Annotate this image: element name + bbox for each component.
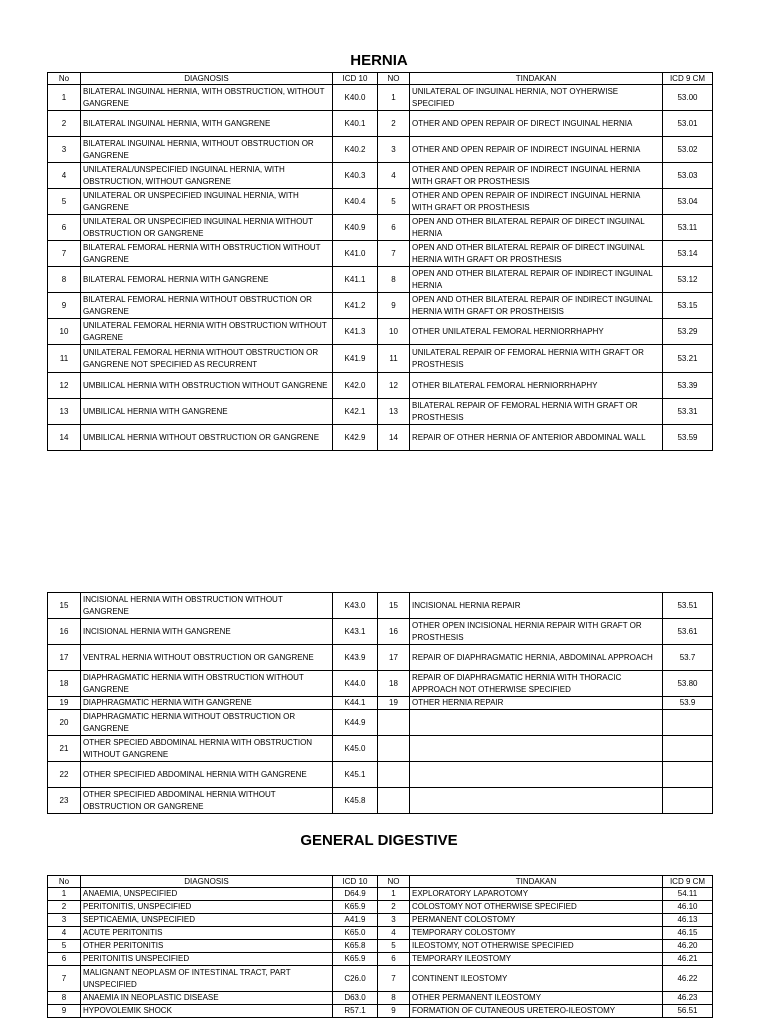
cell-diagnosis: BILATERAL FEMORAL HERNIA WITH OBSTRUCTION WITHOUT GANGRENE (81, 241, 333, 267)
cell-tindakan (410, 788, 663, 814)
cell-tindakan: OTHER AND OPEN REPAIR OF DIRECT INGUINAL HERNIA (410, 111, 663, 137)
cell-icd10: K65.9 (333, 953, 378, 966)
cell-tindakan: OPEN AND OTHER BILATERAL REPAIR OF DIRECT INGUINAL HERNIA (410, 215, 663, 241)
cell-no2: 11 (378, 345, 410, 373)
cell-no2: 6 (378, 215, 410, 241)
cell-diagnosis: OTHER SPECIFIED ABDOMINAL HERNIA WITHOUT OBSTRUCTION OR GANGRENE (81, 788, 333, 814)
cell-no2: 6 (378, 953, 410, 966)
cell-tindakan: OTHER OPEN INCISIONAL HERNIA REPAIR WITH GRAFT OR PROSTHESIS (410, 619, 663, 645)
table-row (48, 966, 713, 992)
cell-icd10: K42.1 (333, 399, 378, 425)
cell-tindakan: REPAIR OF DIAPHRAGMATIC HERNIA, ABDOMINAL APPROACH (410, 645, 663, 671)
table-row (48, 267, 713, 293)
cell-icd9: 46.21 (663, 953, 713, 966)
table-row (48, 373, 713, 399)
section-title-general-digestive: GENERAL DIGESTIVE (300, 832, 458, 849)
cell-tindakan: EXPLORATORY LAPAROTOMY (410, 888, 663, 901)
cell-diagnosis: BILATERAL INGUINAL HERNIA, WITHOUT OBSTRUCTION OR GANGRENE (81, 137, 333, 163)
cell-diagnosis: BILATERAL INGUINAL HERNIA, WITH OBSTRUCTION, WITHOUT GANGRENE (81, 85, 333, 111)
column-header: TINDAKAN (410, 73, 663, 85)
cell-tindakan: UNILATERAL REPAIR OF FEMORAL HERNIA WITH GRAFT OR PROSTHESIS (410, 345, 663, 373)
cell-icd9: 53.59 (663, 425, 713, 451)
cell-diagnosis: UNILATERAL/UNSPECIFIED INGUINAL HERNIA, WITH OBSTRUCTION, WITHOUT GANGRENE (81, 163, 333, 189)
cell-diagnosis: PERITONITIS UNSPECIFIED (81, 953, 333, 966)
cell-no: 1 (48, 85, 81, 111)
table-row (48, 888, 713, 901)
cell-icd9: 53.61 (663, 619, 713, 645)
cell-icd10: D63.0 (333, 992, 378, 1005)
cell-no: 21 (48, 736, 81, 762)
cell-icd9 (663, 762, 713, 788)
cell-no: 6 (48, 953, 81, 966)
cell-icd10: A41.9 (333, 914, 378, 927)
cell-no: 9 (48, 1005, 81, 1018)
cell-no: 11 (48, 345, 81, 373)
cell-no2: 4 (378, 927, 410, 940)
cell-icd10: K40.2 (333, 137, 378, 163)
table-row (48, 710, 713, 736)
cell-no: 1 (48, 888, 81, 901)
cell-diagnosis: UNILATERAL OR UNSPECIFIED INGUINAL HERNIA, WITH GANGRENE (81, 189, 333, 215)
cell-diagnosis: HYPOVOLEMIK SHOCK (81, 1005, 333, 1018)
table-row (48, 319, 713, 345)
cell-no2: 7 (378, 241, 410, 267)
cell-tindakan: TEMPORARY COLOSTOMY (410, 927, 663, 940)
cell-no2: 10 (378, 319, 410, 345)
cell-icd9 (663, 736, 713, 762)
cell-diagnosis: UNILATERAL FEMORAL HERNIA WITHOUT OBSTRUCTION OR GANGRENE NOT SPECIFIED AS RECURRENT (81, 345, 333, 373)
cell-icd10: K45.0 (333, 736, 378, 762)
cell-tindakan: PERMANENT COLOSTOMY (410, 914, 663, 927)
column-header: No (48, 73, 81, 85)
column-header: ICD 9 CM (663, 73, 713, 85)
table-row (48, 189, 713, 215)
cell-tindakan: BILATERAL REPAIR OF FEMORAL HERNIA WITH GRAFT OR PROSTHESIS (410, 399, 663, 425)
cell-diagnosis: PERITONITIS, UNSPECIFIED (81, 901, 333, 914)
cell-tindakan (410, 710, 663, 736)
column-header: DIAGNOSIS (81, 876, 333, 888)
cell-icd9: 53.11 (663, 215, 713, 241)
cell-no2 (378, 762, 410, 788)
cell-icd9: 53.7 (663, 645, 713, 671)
cell-icd10: K40.0 (333, 85, 378, 111)
cell-icd10: K40.1 (333, 111, 378, 137)
cell-no2: 15 (378, 593, 410, 619)
cell-icd10: K43.0 (333, 593, 378, 619)
cell-icd9: 53.39 (663, 373, 713, 399)
section-title-hernia: HERNIA (350, 52, 408, 69)
cell-no2 (378, 788, 410, 814)
cell-diagnosis: DIAPHRAGMATIC HERNIA WITH OBSTRUCTION WITHOUT GANGRENE (81, 671, 333, 697)
cell-no: 13 (48, 399, 81, 425)
table-row (48, 425, 713, 451)
cell-icd9: 46.23 (663, 992, 713, 1005)
cell-tindakan: OTHER HERNIA REPAIR (410, 697, 663, 710)
table-row (48, 85, 713, 111)
cell-icd10: K41.3 (333, 319, 378, 345)
cell-no2 (378, 736, 410, 762)
cell-diagnosis: BILATERAL FEMORAL HERNIA WITH GANGRENE (81, 267, 333, 293)
cell-icd9: 53.04 (663, 189, 713, 215)
cell-diagnosis: ANAEMIA IN NEOPLASTIC DISEASE (81, 992, 333, 1005)
cell-tindakan: UNILATERAL OF INGUINAL HERNIA, NOT OYHERWISE SPECIFIED (410, 85, 663, 111)
table-row (48, 992, 713, 1005)
table-row (48, 399, 713, 425)
cell-diagnosis: SEPTICAEMIA, UNSPECIFIED (81, 914, 333, 927)
cell-icd10: K65.0 (333, 927, 378, 940)
cell-no2: 16 (378, 619, 410, 645)
cell-no: 22 (48, 762, 81, 788)
hernia-table-continued (47, 592, 713, 814)
cell-tindakan: CONTINENT ILEOSTOMY (410, 966, 663, 992)
table-row (48, 111, 713, 137)
cell-icd9: 53.29 (663, 319, 713, 345)
cell-no2: 19 (378, 697, 410, 710)
cell-no2: 17 (378, 645, 410, 671)
cell-no: 20 (48, 710, 81, 736)
cell-diagnosis: UMBILICAL HERNIA WITH GANGRENE (81, 399, 333, 425)
cell-no: 16 (48, 619, 81, 645)
cell-icd10: C26.0 (333, 966, 378, 992)
cell-diagnosis: BILATERAL INGUINAL HERNIA, WITH GANGRENE (81, 111, 333, 137)
cell-icd10: K44.0 (333, 671, 378, 697)
cell-no: 7 (48, 241, 81, 267)
cell-icd10: K44.1 (333, 697, 378, 710)
cell-no2: 5 (378, 189, 410, 215)
cell-icd9: 53.00 (663, 85, 713, 111)
cell-diagnosis: INCISIONAL HERNIA WITH OBSTRUCTION WITHOUT GANGRENE (81, 593, 333, 619)
cell-no: 8 (48, 267, 81, 293)
table-row (48, 619, 713, 645)
cell-no: 12 (48, 373, 81, 399)
cell-no: 5 (48, 940, 81, 953)
cell-icd9: 46.22 (663, 966, 713, 992)
header-row (48, 73, 713, 85)
cell-icd9: 56.51 (663, 1005, 713, 1018)
cell-no: 3 (48, 914, 81, 927)
cell-diagnosis: INCISIONAL HERNIA WITH GANGRENE (81, 619, 333, 645)
cell-diagnosis: OTHER PERITONITIS (81, 940, 333, 953)
column-header: ICD 10 (333, 876, 378, 888)
cell-no2: 12 (378, 373, 410, 399)
cell-no: 10 (48, 319, 81, 345)
column-header: TINDAKAN (410, 876, 663, 888)
column-header: DIAGNOSIS (81, 73, 333, 85)
table-row (48, 940, 713, 953)
cell-no2: 1 (378, 85, 410, 111)
cell-tindakan (410, 762, 663, 788)
cell-no: 9 (48, 293, 81, 319)
cell-no2: 3 (378, 914, 410, 927)
table-row (48, 671, 713, 697)
table-row (48, 1005, 713, 1018)
cell-tindakan: OPEN AND OTHER BILATERAL REPAIR OF INDIRECT INGUINAL HERNIA (410, 267, 663, 293)
cell-no2: 9 (378, 1005, 410, 1018)
cell-icd9: 53.51 (663, 593, 713, 619)
cell-diagnosis: UNILATERAL FEMORAL HERNIA WITH OBSTRUCTION WITHOUT GAGRENE (81, 319, 333, 345)
cell-diagnosis: ACUTE PERITONITIS (81, 927, 333, 940)
cell-no2: 13 (378, 399, 410, 425)
cell-icd10: K42.0 (333, 373, 378, 399)
table-row (48, 137, 713, 163)
cell-no: 8 (48, 992, 81, 1005)
cell-icd9: 46.15 (663, 927, 713, 940)
header-row (48, 876, 713, 888)
table-row (48, 914, 713, 927)
cell-diagnosis: UMBILICAL HERNIA WITH OBSTRUCTION WITHOUT GANGRENE (81, 373, 333, 399)
cell-no: 4 (48, 163, 81, 189)
cell-icd10: K40.4 (333, 189, 378, 215)
cell-diagnosis: OTHER SPECIFIED ABDOMINAL HERNIA WITH GANGRENE (81, 762, 333, 788)
cell-diagnosis: UMBILICAL HERNIA WITHOUT OBSTRUCTION OR GANGRENE (81, 425, 333, 451)
cell-no: 7 (48, 966, 81, 992)
cell-icd9: 53.01 (663, 111, 713, 137)
table-row (48, 762, 713, 788)
cell-diagnosis: BILATERAL FEMORAL HERNIA WITHOUT OBSTRUCTION OR GANGRENE (81, 293, 333, 319)
cell-tindakan: OTHER AND OPEN REPAIR OF INDIRECT INGUINAL HERNIA WITH GRAFT OR PROSTHESIS (410, 163, 663, 189)
table-row (48, 697, 713, 710)
cell-tindakan: ILEOSTOMY, NOT OTHERWISE SPECIFIED (410, 940, 663, 953)
cell-icd10: D64.9 (333, 888, 378, 901)
table-row (48, 241, 713, 267)
table-row (48, 927, 713, 940)
cell-diagnosis: UNILATERAL OR UNSPECIFIED INGUINAL HERNIA WITHOUT OBSTRUCTION OR GANGRENE (81, 215, 333, 241)
cell-icd10: K41.1 (333, 267, 378, 293)
cell-no: 23 (48, 788, 81, 814)
cell-icd9: 53.02 (663, 137, 713, 163)
cell-no: 6 (48, 215, 81, 241)
cell-no2: 1 (378, 888, 410, 901)
cell-tindakan: FORMATION OF CUTANEOUS URETERO-ILEOSTOMY (410, 1005, 663, 1018)
column-header: ICD 10 (333, 73, 378, 85)
cell-tindakan: OTHER BILATERAL FEMORAL HERNIORRHAPHY (410, 373, 663, 399)
cell-tindakan: OTHER UNILATERAL FEMORAL HERNIORRHAPHY (410, 319, 663, 345)
cell-no: 2 (48, 901, 81, 914)
cell-tindakan: TEMPORARY ILEOSTOMY (410, 953, 663, 966)
cell-no: 15 (48, 593, 81, 619)
cell-tindakan: OTHER AND OPEN REPAIR OF INDIRECT INGUINAL HERNIA WITH GRAFT OR PROSTHESIS (410, 189, 663, 215)
cell-diagnosis: DIAPHRAGMATIC HERNIA WITH GANGRENE (81, 697, 333, 710)
cell-icd10: K45.8 (333, 788, 378, 814)
cell-no2: 8 (378, 992, 410, 1005)
column-header: No (48, 876, 81, 888)
cell-icd10: R57.1 (333, 1005, 378, 1018)
cell-icd10: K41.2 (333, 293, 378, 319)
cell-no2: 4 (378, 163, 410, 189)
cell-diagnosis: VENTRAL HERNIA WITHOUT OBSTRUCTION OR GANGRENE (81, 645, 333, 671)
cell-icd10: K40.9 (333, 215, 378, 241)
cell-no2: 8 (378, 267, 410, 293)
cell-icd9: 53.21 (663, 345, 713, 373)
cell-no2: 2 (378, 111, 410, 137)
cell-no: 2 (48, 111, 81, 137)
cell-icd9: 53.9 (663, 697, 713, 710)
cell-tindakan: REPAIR OF DIAPHRAGMATIC HERNIA WITH THORACIC APPROACH NOT OTHERWISE SPECIFIED (410, 671, 663, 697)
cell-icd9: 53.03 (663, 163, 713, 189)
cell-tindakan (410, 736, 663, 762)
cell-no: 5 (48, 189, 81, 215)
cell-icd10: K43.1 (333, 619, 378, 645)
cell-no2: 9 (378, 293, 410, 319)
cell-no: 17 (48, 645, 81, 671)
cell-tindakan: OPEN AND OTHER BILATERAL REPAIR OF DIRECT INGUINAL HERNIA WITH GRAFT OR PROSTHESIS (410, 241, 663, 267)
cell-icd10: K40.3 (333, 163, 378, 189)
cell-icd10: K65.8 (333, 940, 378, 953)
cell-tindakan: OTHER AND OPEN REPAIR OF INDIRECT INGUINAL HERNIA (410, 137, 663, 163)
cell-tindakan: OPEN AND OTHER BILATERAL REPAIR OF INDIRECT INGUINAL HERNIA WITH GRAFT OR PROSTHEISIS (410, 293, 663, 319)
cell-icd10: K43.9 (333, 645, 378, 671)
cell-icd9: 46.20 (663, 940, 713, 953)
cell-no2: 7 (378, 966, 410, 992)
table-row (48, 345, 713, 373)
cell-icd9: 46.10 (663, 901, 713, 914)
table-row (48, 953, 713, 966)
cell-diagnosis: ANAEMIA, UNSPECIFIED (81, 888, 333, 901)
cell-no: 19 (48, 697, 81, 710)
cell-icd10: K41.9 (333, 345, 378, 373)
cell-no: 3 (48, 137, 81, 163)
cell-icd9: 53.14 (663, 241, 713, 267)
cell-icd9 (663, 710, 713, 736)
cell-no2: 5 (378, 940, 410, 953)
table-row (48, 215, 713, 241)
cell-icd9: 53.12 (663, 267, 713, 293)
cell-icd10: K65.9 (333, 901, 378, 914)
cell-no2: 2 (378, 901, 410, 914)
cell-icd9: 53.31 (663, 399, 713, 425)
cell-icd10: K45.1 (333, 762, 378, 788)
table-row (48, 901, 713, 914)
cell-icd9: 53.80 (663, 671, 713, 697)
table-row (48, 788, 713, 814)
cell-icd9: 54.11 (663, 888, 713, 901)
cell-diagnosis: OTHER SPECIED ABDOMINAL HERNIA WITH OBSTRUCTION WITHOUT GANGRENE (81, 736, 333, 762)
cell-icd10: K42.9 (333, 425, 378, 451)
hernia-table (47, 72, 713, 451)
cell-no2: 3 (378, 137, 410, 163)
cell-no2: 14 (378, 425, 410, 451)
column-header: NO (378, 73, 410, 85)
cell-icd9: 53.15 (663, 293, 713, 319)
table-row (48, 163, 713, 189)
cell-no: 18 (48, 671, 81, 697)
cell-no: 4 (48, 927, 81, 940)
cell-icd10: K41.0 (333, 241, 378, 267)
cell-icd10: K44.9 (333, 710, 378, 736)
cell-no2 (378, 710, 410, 736)
cell-no: 14 (48, 425, 81, 451)
column-header: NO (378, 876, 410, 888)
table-row (48, 736, 713, 762)
general-digestive-table (47, 875, 713, 1018)
cell-tindakan: COLOSTOMY NOT OTHERWISE SPECIFIED (410, 901, 663, 914)
table-row (48, 293, 713, 319)
table-row (48, 645, 713, 671)
cell-tindakan: OTHER PERMANENT ILEOSTOMY (410, 992, 663, 1005)
cell-tindakan: REPAIR OF OTHER HERNIA OF ANTERIOR ABDOMINAL WALL (410, 425, 663, 451)
column-header: ICD 9 CM (663, 876, 713, 888)
cell-tindakan: INCISIONAL HERNIA REPAIR (410, 593, 663, 619)
cell-icd9: 46.13 (663, 914, 713, 927)
cell-diagnosis: MALIGNANT NEOPLASM OF INTESTINAL TRACT, PART UNSPECIFIED (81, 966, 333, 992)
cell-no2: 18 (378, 671, 410, 697)
table-row (48, 593, 713, 619)
cell-icd9 (663, 788, 713, 814)
cell-diagnosis: DIAPHRAGMATIC HERNIA WITHOUT OBSTRUCTION OR GANGRENE (81, 710, 333, 736)
